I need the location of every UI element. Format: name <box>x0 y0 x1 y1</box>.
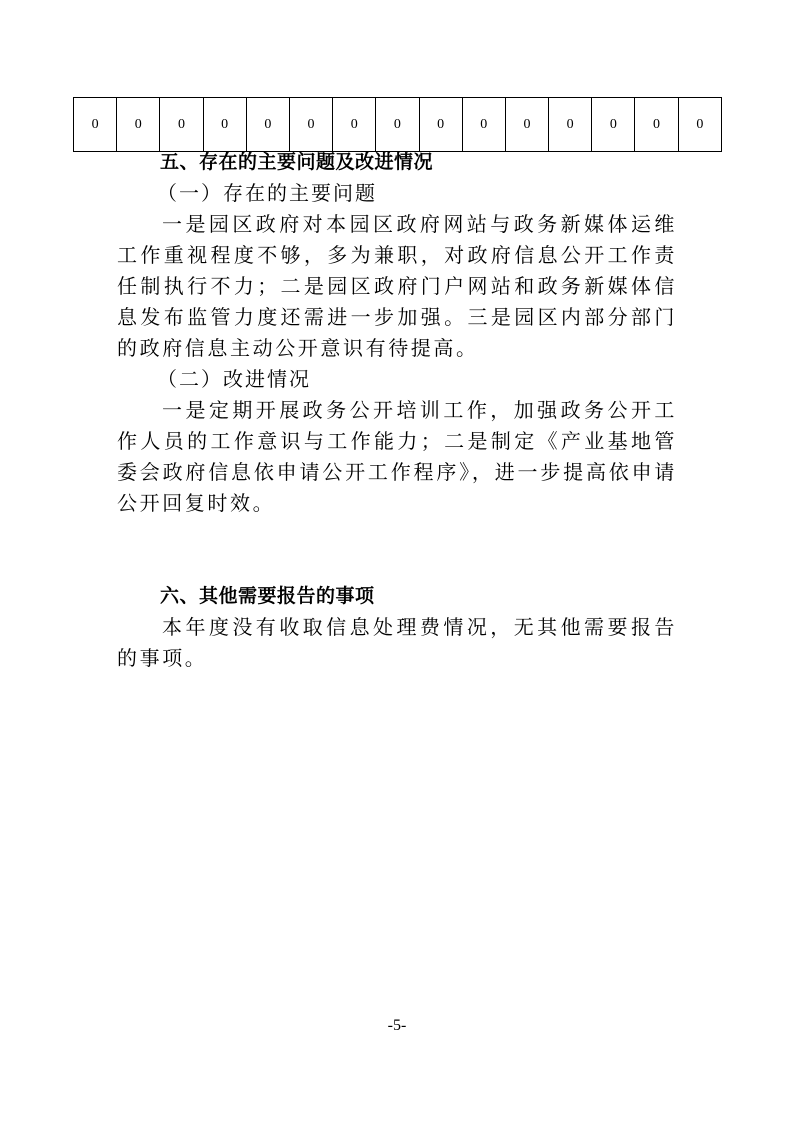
table-cell: 0 <box>592 98 635 152</box>
page-number: -5- <box>387 1017 407 1034</box>
table-cell: 0 <box>462 98 505 152</box>
table-cell: 0 <box>203 98 246 152</box>
table-cell: 0 <box>246 98 289 152</box>
section-heading: 六、其他需要报告的事项 <box>160 585 375 607</box>
statistics-table <box>73 97 722 152</box>
table-cell: 0 <box>419 98 462 152</box>
table-cell: 0 <box>74 98 117 152</box>
table-cell: 0 <box>160 98 203 152</box>
paragraph: 本年度没有收取信息处理费情况，无其他需要报告的事项。 <box>117 615 677 670</box>
table-cell: 0 <box>376 98 419 152</box>
subsection-heading: （一）存在的主要问题 <box>157 181 377 205</box>
table-cell: 0 <box>505 98 548 152</box>
table-cell: 0 <box>549 98 592 152</box>
section-5 <box>117 147 677 519</box>
table-cell: 0 <box>289 98 332 152</box>
section-6 <box>117 581 677 674</box>
section-heading: 五、存在的主要问题及改进情况 <box>160 151 434 173</box>
paragraph: 一是定期开展政务公开培训工作，加强政务公开工作人员的工作意识与工作能力；二是制定《产业基地管委会政府信息依申请公开工作程序》，进一步提高依申请公开回复时效。 <box>117 398 677 515</box>
table-cell: 0 <box>117 98 160 152</box>
table-cell: 0 <box>333 98 376 152</box>
subsection-heading: （二）改进情况 <box>157 367 311 391</box>
table-row <box>74 98 722 152</box>
table-cell: 0 <box>635 98 678 152</box>
table-cell: 0 <box>678 98 721 152</box>
paragraph: 一是园区政府对本园区政府网站与政务新媒体运维工作重视程度不够，多为兼职，对政府信息公开工作责任制执行不力；二是园区政府门户网站和政务新媒体信息发布监管力度还需进一步加强。三是园区内部分部门的政府信息主动公开意识有待提高。 <box>117 212 677 360</box>
